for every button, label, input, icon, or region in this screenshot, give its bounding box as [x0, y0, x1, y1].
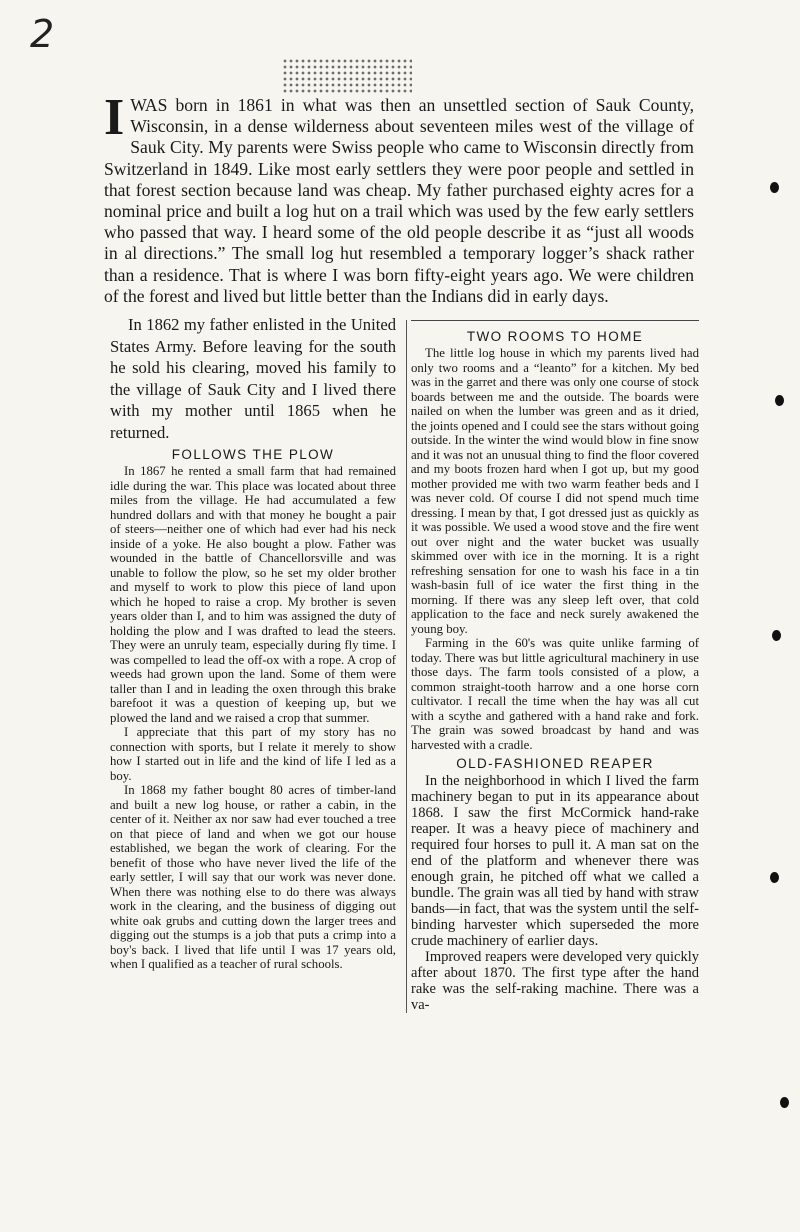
paragraph-1862: In 1862 my father enlisted in the United States Army. Before leaving for the south he sold his clearing, moved his family to the village of Sauk City and I lived there with my mother until 1865 when he returned. — [110, 315, 396, 442]
paragraph-improved-reapers: Improved reapers were developed very quickly after about 1870. The first type after the hand rake was the self-raking machine. There was a va- — [411, 949, 699, 1013]
intro-text: WAS born in 1861 in what was then an unsettled section of Sauk County, Wisconsin, in a dense wilderness about seventeen miles west of the village of Sauk City. My parents were Swiss people who came to Wisconsin directly from Switzerland in 1849. Like most early settlers they were poor people and settled in that forest section because land was cheap. My father purchased eighty acres for a nominal price and built a log hut on a trail which was used by the few early settlers who passed that way. I heard some of the old people describe it as “just all woods in al directions.” The small log hut resembled a temporary logger’s shack rather than a residence. That is where I was born fifty-eight years ago. We were children of the forest and lived but little better than the Indians did in early days. — [104, 95, 694, 306]
paragraph-1868: In 1868 my father bought 80 acres of timber-land and built a new log house, or rather a cabin, in the center of it. Neither ax nor saw had ever touched a tree on that piece of land and when we got our house established, we began the work of clearing. For the benefit of those who have never lived the life of the early settler, I will say that our work was never done. When there was nothing else to do there was always work in the clearing, and the business of digging out white oak grubs and cutting down the larger trees and digging out the stumps is a job that puts a crimp into a boy's back. I lived that life until I was 17 years old, when I qualified as a teacher of rural schools. — [110, 783, 396, 971]
paragraph-log-house: The little log house in which my parents lived had only two rooms and a “leanto” for a kitchen. My bed was in the garret and there was only one course of stock boards between me and the outside. The boards were nailed on when the lumber was green and as it dried, the joints opened and I could see the stars without going outside. In the winter the wind would blow in fine snow and it was not an unusual thing to find the floor covered and my boots frozen hard when I got up, but my good mother provided me with two warm feather beds and I was never cold. Of course I did not spend much time dressing. I mean by that, I got dressed just as quickly as it was possible. We used a wood stove and the fire went out over night and the water bucket was usually skimmed over with ice in the morning. It is a right refreshing sensation for one to wash his face in a tin wash-basin full of ice water the first thing in the morning. If there was any sleep left over, that cold application to the face and neck surely awakened the young boy. — [411, 346, 699, 636]
heading-old-fashioned-reaper: OLD-FASHIONED REAPER — [456, 756, 654, 771]
heading-two-rooms-to-home: TWO ROOMS TO HOME — [466, 329, 644, 344]
punch-hole-icon — [775, 395, 784, 406]
paragraph-neighborhood: In the neighborhood in which I lived the farm machinery began to put in its appearance about 1868. I saw the first McCormick hand-rake reaper. It was a heavy piece of machinery and required four horses to pull it. A man sat on the end of the platform and whenever there was enough grain, he pitched off what we called a bundle. The grain was all tied by hand with straw bands—in fact, that was the system until the self-binding harvester which superseded the more crude machinery of earlier days. — [411, 773, 699, 949]
right-column — [406, 320, 699, 1013]
left-column — [110, 314, 396, 972]
punch-hole-icon — [770, 872, 779, 883]
intro-paragraph — [104, 89, 694, 307]
drop-cap: I — [104, 89, 125, 146]
paragraph-appreciate: I appreciate that this part of my story has no connection with sports, but I relate it merely to show how I started out in life and the kind of life I led as a boy. — [110, 725, 396, 783]
paragraph-1867: In 1867 he rented a small farm that had remained idle during the war. This place was located about three miles from the village. He had accumulated a few hundred dollars and with that money he bought a pair of steers—neither one of which had ever had his neck inside of a yoke. He also bought a plow. Father was wounded in the battle of Chancellorsville and was unable to follow the plow, so he set my older brother and myself to work to plow this piece of land upon which he hoped to raise a crop. My brother is seven years older than I, and to him was assigned the duty of holding the plow and I was drafted to lead the steers. They were an unruly team, especially during fly time. I was compelled to lead the off-ox with a rope. A crop of weeds had grown upon the land. Some of them were taller than I and in leading the oxen through this brake barefoot it was a question of keeping up, but we plowed the land and we raised a crop that summer. — [110, 464, 396, 725]
punch-hole-icon — [780, 1097, 789, 1108]
punch-hole-icon — [772, 630, 781, 641]
masthead-ornament — [282, 58, 412, 94]
heading-follows-the-plow: FOLLOWS THE PLOW — [171, 447, 335, 462]
punch-hole-icon — [770, 182, 779, 193]
paragraph-farming: Farming in the 60's was quite unlike farming of today. There was but little agricultural machinery in use those days. The farm tools consisted of a plow, a common straight-tooth harrow and a one horse corn cultivator. I recall the time when the hay was all cut with a scythe and gathered with a hand rake and fork. The grain was sowed broadcast by hand and was harvested with a cradle. — [411, 636, 699, 752]
page-number: 2 — [30, 12, 55, 56]
column-rule — [411, 320, 699, 321]
